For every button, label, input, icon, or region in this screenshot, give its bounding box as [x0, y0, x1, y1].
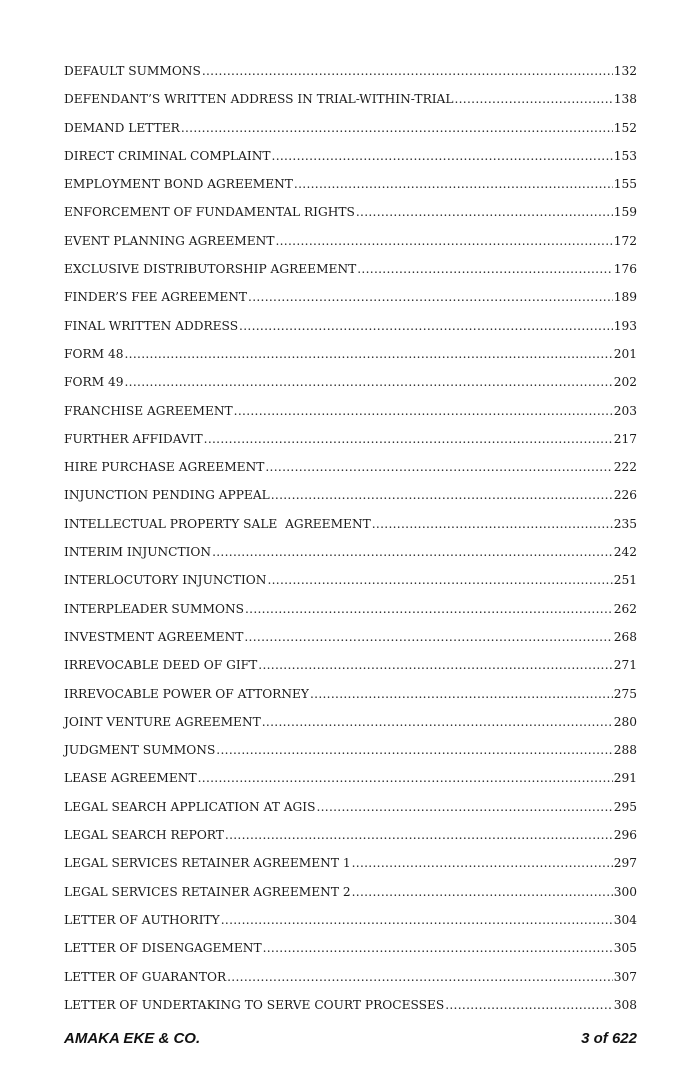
toc-entry-page-number: 235 — [613, 516, 637, 531]
toc-dot-leader — [372, 517, 613, 531]
toc-entry-page-number: 304 — [613, 912, 637, 927]
toc-entry — [64, 573, 637, 601]
toc-entry-page-number: 189 — [613, 290, 637, 305]
toc-entry — [64, 630, 637, 658]
toc-entry-page-number: 297 — [613, 856, 637, 871]
toc-dot-leader — [125, 375, 613, 389]
toc-entry — [64, 856, 637, 884]
toc-entry-title: DIRECT CRIMINAL COMPLAINT — [64, 148, 271, 163]
toc-dot-leader — [204, 432, 613, 446]
toc-entry — [64, 885, 637, 913]
toc-entry — [64, 404, 637, 432]
toc-entry-title: EXCLUSIVE DISTRIBUTORSHIP AGREEMENT — [64, 262, 357, 277]
toc-entry — [64, 998, 637, 1026]
toc-entry-title: LETTER OF UNDERTAKING TO SERVE COURT PROCESSES — [64, 997, 445, 1012]
toc-entry-page-number: 159 — [613, 205, 637, 220]
toc-entry-page-number: 305 — [613, 941, 637, 956]
toc-entry-page-number: 291 — [613, 771, 637, 786]
toc-entry-page-number: 202 — [613, 375, 637, 390]
toc-entry — [64, 262, 637, 290]
toc-entry-page-number: 172 — [613, 233, 637, 248]
toc-dot-leader — [258, 658, 612, 672]
toc-entry — [64, 121, 637, 149]
toc-dot-leader — [221, 913, 613, 927]
toc-entry-title: EMPLOYMENT BOND AGREEMENT — [64, 177, 293, 192]
toc-entry-title: INJUNCTION PENDING APPEAL — [64, 488, 270, 503]
toc-dot-leader — [198, 771, 613, 785]
toc-entry — [64, 602, 637, 630]
toc-entry-page-number: 296 — [613, 828, 637, 843]
toc-entry-title: FORM 48 — [64, 346, 124, 361]
page-footer — [64, 1030, 637, 1047]
toc-entry — [64, 800, 637, 828]
toc-dot-leader — [216, 743, 612, 757]
toc-entry — [64, 460, 637, 488]
toc-entry-title: DEMAND LETTER — [64, 120, 180, 135]
toc-entry-page-number: 153 — [613, 148, 637, 163]
toc-entry-title: INVESTMENT AGREEMENT — [64, 629, 244, 644]
toc-dot-leader — [310, 687, 613, 701]
toc-entry-page-number: 193 — [613, 318, 637, 333]
toc-dot-leader — [454, 92, 612, 106]
footer-page-indicator: 3 of 622 — [581, 1030, 637, 1047]
toc-entry — [64, 488, 637, 516]
toc-entry-page-number: 271 — [613, 658, 637, 673]
toc-dot-leader — [272, 149, 613, 163]
toc-entry — [64, 92, 637, 120]
toc-entry — [64, 149, 637, 177]
toc-entry-page-number: 308 — [613, 997, 637, 1012]
toc-entry-page-number: 262 — [613, 601, 637, 616]
toc-entry-title: EVENT PLANNING AGREEMENT — [64, 233, 275, 248]
toc-dot-leader — [445, 998, 613, 1012]
toc-dot-leader — [248, 290, 613, 304]
toc-entry-page-number: 176 — [613, 262, 637, 277]
toc-entry-title: FRANCHISE AGREEMENT — [64, 403, 233, 418]
toc-entry — [64, 970, 637, 998]
toc-dot-leader — [357, 262, 612, 276]
toc-entry — [64, 517, 637, 545]
toc-entry-page-number: 217 — [613, 431, 637, 446]
toc-entry-title: LETTER OF GUARANTOR — [64, 969, 227, 984]
toc-entry-title: LEGAL SERVICES RETAINER AGREEMENT 1 — [64, 856, 351, 871]
toc-entry-page-number: 203 — [613, 403, 637, 418]
toc-dot-leader — [265, 460, 612, 474]
toc-entry-title: FINAL WRITTEN ADDRESS — [64, 318, 239, 333]
toc-entry-page-number: 288 — [613, 743, 637, 758]
toc-entry-title: IRREVOCABLE POWER OF ATTORNEY — [64, 686, 309, 701]
table-of-contents — [64, 64, 637, 1026]
toc-entry-page-number: 222 — [613, 460, 637, 475]
toc-entry-page-number: 242 — [613, 545, 637, 560]
toc-entry-title: LEASE AGREEMENT — [64, 771, 197, 786]
toc-entry-title: LETTER OF DISENGAGEMENT — [64, 941, 262, 956]
toc-entry — [64, 913, 637, 941]
toc-entry-page-number: 201 — [613, 346, 637, 361]
toc-entry-title: INTERPLEADER SUMMONS — [64, 601, 244, 616]
toc-entry-title: INTERLOCUTORY INJUNCTION — [64, 573, 267, 588]
toc-dot-leader — [125, 347, 613, 361]
toc-entry-page-number: 138 — [613, 92, 637, 107]
toc-entry-title: LEGAL SERVICES RETAINER AGREEMENT 2 — [64, 884, 351, 899]
toc-dot-leader — [352, 856, 613, 870]
toc-dot-leader — [225, 828, 613, 842]
toc-entry — [64, 290, 637, 318]
toc-entry-title: IRREVOCABLE DEED OF GIFT — [64, 658, 258, 673]
toc-entry — [64, 771, 637, 799]
toc-entry-page-number: 307 — [613, 969, 637, 984]
toc-entry-title: LEGAL SEARCH REPORT — [64, 828, 224, 843]
toc-entry-title: LEGAL SEARCH APPLICATION AT AGIS — [64, 799, 316, 814]
toc-entry-title: HIRE PURCHASE AGREEMENT — [64, 460, 265, 475]
toc-entry — [64, 432, 637, 460]
toc-entry-title: JUDGMENT SUMMONS — [64, 743, 216, 758]
toc-entry-page-number: 295 — [613, 799, 637, 814]
toc-entry-page-number: 300 — [613, 884, 637, 899]
toc-entry — [64, 828, 637, 856]
toc-dot-leader — [212, 545, 613, 559]
toc-entry-page-number: 155 — [613, 177, 637, 192]
toc-entry-page-number: 280 — [613, 714, 637, 729]
toc-entry — [64, 205, 637, 233]
toc-entry-title: DEFAULT SUMMONS — [64, 64, 201, 78]
toc-dot-leader — [271, 488, 613, 502]
toc-dot-leader — [356, 205, 613, 219]
toc-entry — [64, 545, 637, 573]
toc-entry — [64, 687, 637, 715]
toc-entry — [64, 375, 637, 403]
toc-entry-page-number: 275 — [613, 686, 637, 701]
toc-entry — [64, 743, 637, 771]
toc-entry-title: FURTHER AFFIDAVIT — [64, 431, 203, 446]
toc-dot-leader — [352, 885, 613, 899]
toc-entry-title: FINDER’S FEE AGREEMENT — [64, 290, 248, 305]
toc-entry-title: FORM 49 — [64, 375, 124, 390]
toc-entry-page-number: 152 — [613, 120, 637, 135]
toc-entry-page-number: 268 — [613, 629, 637, 644]
toc-dot-leader — [245, 602, 613, 616]
toc-entry — [64, 64, 637, 92]
toc-entry-page-number: 251 — [613, 573, 637, 588]
toc-entry-title: DEFENDANT’S WRITTEN ADDRESS IN TRIAL-WITHIN-TRIAL — [64, 92, 454, 107]
toc-dot-leader — [244, 630, 612, 644]
toc-entry — [64, 941, 637, 969]
footer-firm-name: AMAKA EKE & CO. — [64, 1030, 201, 1047]
toc-entry-page-number: 132 — [613, 64, 637, 78]
toc-entry — [64, 177, 637, 205]
toc-entry — [64, 319, 637, 347]
toc-entry-title: INTELLECTUAL PROPERTY SALE AGREEMENT — [64, 516, 371, 531]
toc-dot-leader — [316, 800, 612, 814]
toc-entry — [64, 234, 637, 262]
toc-dot-leader — [262, 715, 613, 729]
toc-dot-leader — [181, 121, 613, 135]
toc-dot-leader — [294, 177, 613, 191]
toc-entry-title: LETTER OF AUTHORITY — [64, 912, 220, 927]
toc-dot-leader — [267, 573, 612, 587]
toc-entry — [64, 347, 637, 375]
toc-entry — [64, 658, 637, 686]
toc-dot-leader — [239, 319, 613, 333]
toc-entry-title: INTERIM INJUNCTION — [64, 545, 212, 560]
toc-entry — [64, 715, 637, 743]
toc-dot-leader — [227, 970, 613, 984]
toc-dot-leader — [263, 941, 613, 955]
toc-dot-leader — [234, 404, 613, 418]
toc-entry-title: ENFORCEMENT OF FUNDAMENTAL RIGHTS — [64, 205, 355, 220]
toc-entry-page-number: 226 — [613, 488, 637, 503]
toc-dot-leader — [275, 234, 612, 248]
toc-entry-title: JOINT VENTURE AGREEMENT — [64, 714, 261, 729]
toc-dot-leader — [202, 64, 613, 78]
